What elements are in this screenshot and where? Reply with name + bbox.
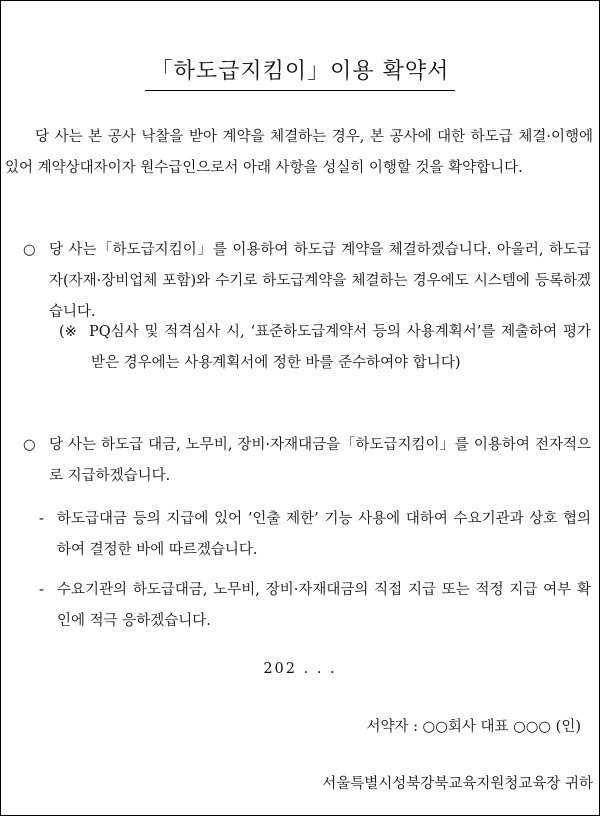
dash-bullet: - (39, 511, 44, 527)
pledge-item-2-text: 당 사는 하도급 대금, 노무비, 장비·자재대금을「하도급지킴이」를 이용하여 전자적으로 지급하겠습니다. (49, 437, 591, 484)
circle-bullet-icon: ○ (23, 242, 36, 258)
pledge-item-1 (23, 235, 591, 328)
pledge-item-1-text: 당 사는「하도급지킴이」를 이용하여 하도급 계약을 체결하겠습니다. 아울러, 하도급자(자재·장비업체 포함)와 수기로 하도급계약을 체결하는 경우에도 시스템에 등록하겠습니다. (49, 242, 591, 320)
pledge-item-2 (23, 430, 591, 492)
intro-paragraph: 당 사는 본 공사 낙찰을 받아 계약을 체결하는 경우, 본 공사에 대한 하도급 체결·이행에 있어 계약상대자이자 원수급인으로서 아래 사항을 성실히 이행할 것을 확약합니다. (5, 129, 593, 176)
circle-bullet-icon: ○ (23, 437, 36, 453)
detail-item-2-text: 수요기관의 하도급대금, 노무비, 장비·자재대금의 직접 지급 또는 적정 지급 여부 확인에 적극 응하겠습니다. (57, 582, 591, 629)
pq-note (59, 317, 591, 379)
signer-line: 서약자 : ○○회사 대표 ○○○ (인) (366, 719, 581, 735)
recipient-line: 서울특별시성북강북교육지원청교육장 귀하 (322, 776, 593, 792)
detail-item-1 (39, 504, 591, 566)
note-text: PQ심사 및 적격심사 시, ‘표준하도급계약서 등의 사용계획서’를 제출하여 평가받은 경우에는 사용계획서에 정한 바를 준수하여야 합니다) (89, 324, 591, 371)
title-container (1, 57, 599, 91)
detail-item-2 (39, 575, 591, 637)
dash-bullet: - (39, 582, 44, 598)
document-title: 「하도급지킴이」이용 확약서 (145, 57, 456, 91)
note-marker: (※ (59, 324, 77, 340)
detail-item-1-text: 하도급대금 등의 지급에 있어 ’인출 제한’ 기능 사용에 대하여 수요기관과 상호 협의하여 결정한 바에 따르겠습니다. (57, 511, 591, 558)
pledge-date: 202 . . . (263, 661, 337, 677)
